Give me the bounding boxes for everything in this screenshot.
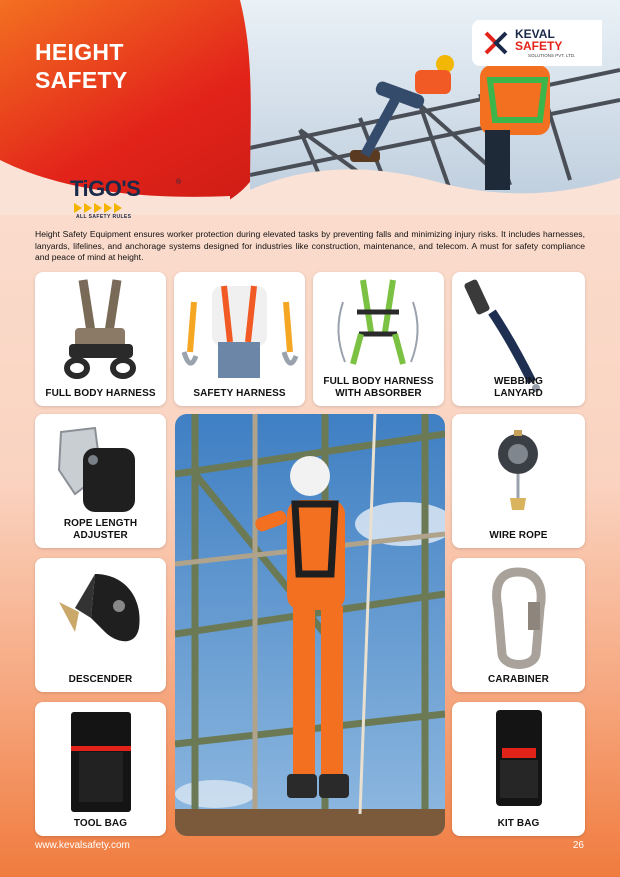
descender-icon — [35, 558, 166, 692]
keval-emblem-icon — [482, 29, 510, 57]
product-card-descender[interactable] — [35, 558, 166, 692]
carabiner-icon — [452, 558, 585, 692]
page-number: 26 — [572, 840, 584, 851]
product-label: KIT BAG — [497, 818, 540, 829]
product-card-safety-harness[interactable] — [174, 272, 305, 406]
worker-on-scaffold-photo — [175, 414, 445, 836]
product-label: DESCENDER — [68, 674, 133, 685]
product-label: SAFETY HARNESS — [193, 388, 286, 399]
scaffold-photo-graphic — [175, 414, 445, 836]
product-label: WEBBING LANYARD — [493, 376, 544, 399]
product-label: WIRE ROPE — [489, 530, 548, 541]
tigos-tagline: ALL SAFETY RULES — [76, 214, 132, 220]
title-line-1: HEIGHT — [35, 39, 124, 65]
product-card-wire-rope[interactable] — [452, 414, 585, 548]
product-card-full-body-harness[interactable] — [35, 272, 166, 406]
product-card-rope-length-adjuster[interactable] — [35, 414, 166, 548]
keval-tagline: SOLUTIONS PVT. LTD. — [528, 53, 576, 58]
keval-logo — [472, 20, 602, 66]
product-card-tool-bag[interactable] — [35, 702, 166, 836]
tigos-chevrons-icon — [74, 203, 124, 213]
tool-bag-icon — [35, 702, 166, 836]
product-card-kit-bag[interactable] — [452, 702, 585, 836]
keval-name-line-1: KEVAL — [515, 27, 555, 41]
product-card-full-body-harness-with-absorber[interactable] — [313, 272, 444, 406]
tigos-trademark: ® — [176, 179, 182, 186]
keval-name-line-2: SAFETY — [515, 39, 563, 53]
harness-icon — [35, 272, 166, 406]
kit-bag-icon — [452, 702, 585, 836]
product-label: FULL BODY HARNESS WITH ABSORBER — [323, 376, 434, 399]
page-title — [35, 38, 175, 94]
product-label: ROPE LENGTH ADJUSTER — [63, 518, 138, 541]
page-description: Height Safety Equipment ensures worker protection during elevated tasks by preventing falls and minimizing injury risks. It includes harnesses, lanyards, lifelines, and anchorage systems designed for industries like construction, maintenance, and telecom. A must for safety compliance and peace of mind at height. — [35, 229, 585, 263]
footer-website[interactable]: www.kevalsafety.com — [35, 840, 130, 851]
tigos-name: TiGO'S — [70, 176, 141, 201]
product-label: FULL BODY HARNESS — [45, 388, 156, 399]
product-label: TOOL BAG — [73, 818, 128, 829]
product-label: CARABINER — [488, 674, 549, 685]
product-card-carabiner[interactable] — [452, 558, 585, 692]
safety-harness-icon — [174, 272, 305, 406]
wire-rope-icon — [452, 414, 585, 548]
title-line-2: SAFETY — [35, 67, 128, 93]
product-card-webbing-lanyard[interactable] — [452, 272, 585, 406]
tigos-logo — [70, 177, 190, 221]
